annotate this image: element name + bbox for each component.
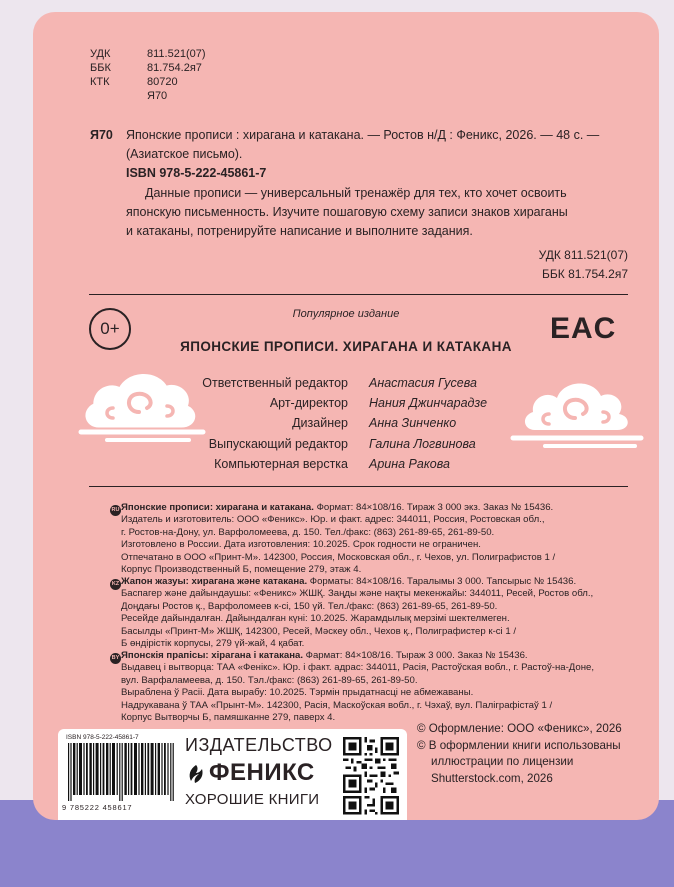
- annotation-line-1: Данные прописи — универсальный тренажёр для тех, кто хочет освоить: [145, 186, 567, 200]
- credit-name: Галина Логвинова: [369, 436, 476, 451]
- credit-name: Анна Зинченко: [369, 416, 457, 431]
- barcode-panel: [58, 729, 407, 820]
- qr-code-icon: [343, 793, 399, 815]
- imprint-by: Японскія прапісы: хірагана і катакана. Фармат: 84×108/16. Тыраж 3 000. Заказ № 15436. Выдавец і вытворца: ТАА «Фенікс». Юр. і факт. адрас: 344011, Расія, Растоўская вобл., г. Растоў-на-Доне, вул. Варфаламеева, д. 150. Тэл./факс: (863) 261-89-65, 261-89-50. Выраблена ў Расіі. Дата вырабу: 10.2025. Тэрмін прыдатнасці не абмежаваны. Надрукавана ў ТАА «Прынт-М». 142300, Расія, Маскоўская вобл., г. Чэхаў, вул. Паліграфістаў 1 / Корпус Вытворчы Б, памяшканне 279, паверх 4.: [121, 650, 595, 724]
- qr-code-icon: [343, 737, 399, 793]
- back-cover: УДК 811.521(07) ББК 81.754.2я7 КТК 80720 Я70 Я70 Японские прописи : хирагана и катакана. — Ростов н/Д : Феникс, 2026. — 48 с. — (Азиатское письмо). ISBN 978-5-222-45861-7 Данные прописи — универсальный тренажёр для тех, кто хочет освоить японскую письменность. Изучите пошаговую схему записи знаков хираганы и катаканы, потренируйте написание и выполните задания. УДК 811.521(07) ББК 81.754.2я7 0+ EAC Популярное издание ЯПОНСКИЕ ПРОПИСИ. ХИРАГАНА И КАТАКАНА Ответственный редактор Арт-директор Дизайнер Выпускающий редактор Компьютерная верстка Анастасия Гусева Нания Джинчарадзе Анна Зинченко Галина Логвинова Арина Ракова RU Японские прописи: хирагана и катакана. Формат: 84×108/16. Тираж 3 000 экз. Заказ № 15436. Издатель и изготовитель: ООО «Феникс». Юр. и факт. адрес: 344011, Россия, Ростовская обл., г. Ростов-на-Дону, ул. Варфоломеева, д. 150. Тел./факс: (863) 261-89-65, 261-89-50. Изготовлено в России. Дата изготовления: 10.2025. Срок годности не ограничен. Отпечатано в ООО «Принт-М». 142300, Россия, Московская обл., г. Чехов, ул. Полиграфистов 1 / Корпус Производственный Б, помещение 279, этаж 4. KZ Жапон жазуы: хирагана және катакана. Форматы: 84×108/16. Таралымы 3 000. Тапсырыс № 15436. Баспагер және дайындаушы: «Феникс» ЖШҚ. Заңды және нақты мекенжайы: 344011, Ресей, Ростов обл., Доңдағы Ростов қ., Варфоломеев к-сі, 150 үй. Тел./факс: (863) 261-89-65, 261-89-50. Ресейде дайындалған. Дайындалған күні: 10.2025. Жарамдылық мерзімі шектелмеген. Басылды «Принт-М» ЖШҚ, 142300, Ресей, Мәскеу обл., Чехов қ., Полиграфистер к-сі 1 / Б өндірістік корпусы, 279 үй-жай, 4 қабат. BY Японскія прапісы: хірагана і катакана. Фармат: 84×108/16. Тыраж 3 000. Заказ № 15436. Выдавец і вытворца: ТАА «Фенікс». Юр. і факт. адрас: 344011, Расія, Растоўская вобл., г. Растоў-на-Доне, вул. Варфаламеева, д. 150. Тэл./факс: (863) 261-89-65, 261-89-50. Выраблена ў Расіі. Дата вырабу: 10.2025. Тэрмін прыдатнасці не абмежаваны. Надрукавана ў ТАА «Прынт-М». 142300, Расія, Маскоўская вобл., г. Чэхаў, вул. Паліграфістаў 1 / Корпус Вытворчы Б, памяшканне 279, паверх 4. © Оформление: ООО «Феникс», 2026 © В оформлении книги использованы иллюстрации по лицензии Shutterstock.com, 2026 ISBN 978-5-222-45861-7 9 785222 458617 ИЗДАТЕЛЬСТВО ФЕНИКС ХОРОШИЕ КНИГИ: [33, 12, 659, 820]
- credit-name: Арина Ракова: [369, 456, 450, 471]
- credit-role: Арт-директор: [269, 396, 348, 411]
- annotation-line-3: и катаканы, потренируйте написание и выполните задания.: [126, 224, 473, 238]
- lang-badge-by: BY: [110, 653, 121, 664]
- credit-name: Нания Джинчарадзе: [369, 396, 488, 411]
- bbk-bottom: ББК 81.754.2я7: [542, 267, 628, 281]
- credit-name: Анастасия Гусева: [369, 376, 477, 390]
- imprint-ru: Японские прописи: хирагана и катакана. Формат: 84×108/16. Тираж 3 000 экз. Заказ № 15436. Издатель и изготовитель: ООО «Феникс». Юр. и факт. адрес: 344011, Россия, Ростовская обл., г. Ростов-на-Дону, ул. Варфоломеева, д. 150. Тел./факс: (863) 261-89-65, 261-89-50. Изготовлено в России. Дата изготовления: 10.2025. Срок годности не ограничен. Отпечатано в ООО «Принт-М». 142300, Россия, Московская обл., г. Чехов, ул. Полиграфистов 1 / Корпус Производственный Б, помещение 279, этаж 4.: [121, 502, 556, 576]
- credit-role: Ответственный редактор: [202, 376, 348, 390]
- popular-edition-label: Популярное издание: [292, 308, 400, 320]
- credits-roles: [183, 373, 348, 474]
- book-title: ЯПОНСКИЕ ПРОПИСИ. ХИРАГАНА И КАТАКАНА: [180, 339, 512, 354]
- annotation-line-2: японскую письменность. Изучите пошаговую схему записи знаков хираганы: [126, 205, 568, 219]
- lang-badge-ru: RU: [110, 505, 121, 516]
- credit-role: Выпускающий редактор: [208, 436, 348, 451]
- cloud-ornament-icon: [505, 370, 645, 456]
- phoenix-logo-icon: [185, 763, 207, 785]
- publisher-slogan: ХОРОШИЕ КНИГИ: [185, 791, 320, 808]
- publisher-label: ИЗДАТЕЛЬСТВО: [185, 735, 333, 755]
- barcode-digits: 9 785222 458617: [62, 803, 133, 812]
- credits-names: [369, 373, 487, 474]
- divider-bottom: [89, 486, 628, 487]
- biblio-line-2: (Азиатское письмо).: [126, 147, 243, 161]
- divider-top: [89, 294, 628, 295]
- udk-bottom: УДК 811.521(07): [538, 248, 628, 262]
- barcode-icon: [66, 743, 176, 801]
- age-rating-badge: 0+: [89, 308, 131, 350]
- lang-badge-kz: KZ: [110, 579, 121, 590]
- credit-role: Дизайнер: [292, 416, 348, 431]
- eac-mark-icon: EAC: [550, 312, 617, 345]
- barcode-isbn: ISBN 978-5-222-45861-7: [66, 734, 139, 741]
- credit-role: Компьютерная верстка: [214, 456, 348, 471]
- copyright-block: © Оформление: ООО «Феникс», 2026 © В оформлении книги использованы иллюстрации по лицензии Shutterstock.com, 2026: [417, 722, 622, 785]
- publisher-name: ФЕНИКС: [209, 759, 315, 786]
- imprint-kz: Жапон жазуы: хирагана және катакана. Форматы: 84×108/16. Таралымы 3 000. Тапсырыс № 15436. Баспагер және дайындаушы: «Феникс» ЖШҚ. Заңды және нақты мекенжайы: 344011, Ресей, Ростов обл., Доңдағы Ростов қ., Варфоломеев к-сі, 150 үй. Тел./факс: (863) 261-89-65, 261-89-50. Ресейде дайындалған. Дайындалған күні: 10.2025. Жарамдылық мерзімі шектелмеген. Басылды «Принт-М» ЖШҚ, 142300, Ресей, Мәскеу обл., Чехов қ., Полиграфистер к-сі 1 / Б өндірістік корпусы, 279 үй-жай, 4 қабат.: [121, 576, 594, 650]
- biblio-line-1: Японские прописи : хирагана и катакана. — Ростов н/Д : Феникс, 2026. — 48 с. —: [126, 128, 600, 142]
- biblio-code: Я70: [90, 128, 113, 142]
- isbn: ISBN 978-5-222-45861-7: [126, 166, 267, 180]
